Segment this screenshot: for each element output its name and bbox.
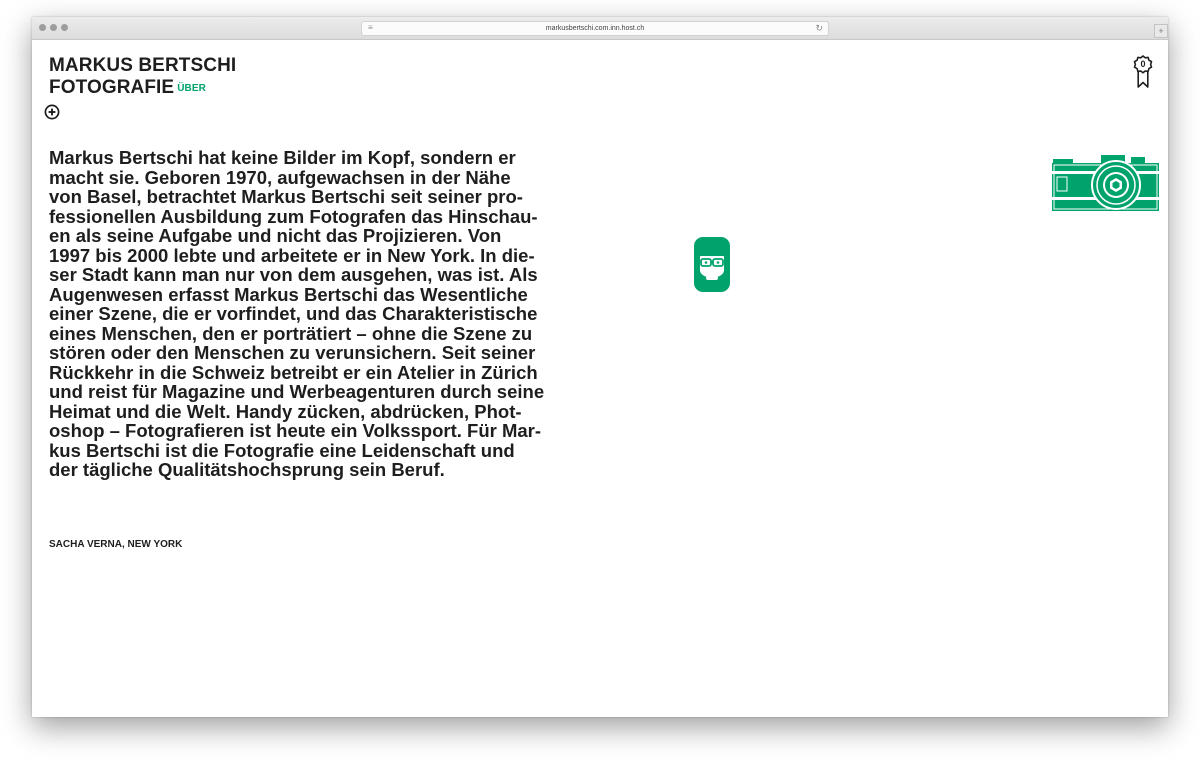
site-title-line1[interactable]: MARKUS BERTSCHI xyxy=(49,55,237,76)
award-ribbon-icon[interactable] xyxy=(1132,54,1154,90)
site-brand xyxy=(49,55,236,99)
close-window-button[interactable] xyxy=(39,24,46,31)
bio-line: Rückkehr in die Schweiz betreibt er ein Atelier in Zürich xyxy=(49,361,538,383)
bio-line: von Basel, betrachtet Markus Bertschi seit seiner pro- xyxy=(49,186,523,207)
page-content xyxy=(32,40,1168,717)
bio-line: der tägliche Qualitätshochsprung sein Beruf. xyxy=(49,459,445,480)
bio-line: fessionellen Ausbildung zum Fotografen das Hinschau- xyxy=(49,205,538,227)
bio-line: kus Bertschi ist die Fotografie eine Leidenschaft und xyxy=(49,439,515,461)
zoom-window-button[interactable] xyxy=(61,24,68,31)
minimize-window-button[interactable] xyxy=(50,24,57,31)
bio-line: Augenwesen erfasst Markus Bertschi das Wesentliche xyxy=(49,283,528,305)
bio-text xyxy=(49,148,649,480)
quote-author: SACHA VERNA, NEW YORK xyxy=(49,539,183,550)
award-count: 0 xyxy=(1140,59,1146,69)
bio-line: stören oder den Menschen zu verunsichern. Seit seiner xyxy=(49,342,536,363)
camera-illustration-icon xyxy=(1051,153,1161,213)
bio-line: oshop – Fotografieren ist heute ein Volkssport. Für Mar- xyxy=(49,420,542,441)
bio-line: und reist für Magazine und Werbeagenturen durch seine xyxy=(49,381,545,402)
browser-titlebar xyxy=(32,17,1168,40)
bio-line: Markus Bertschi hat keine Bilder im Kopf, sondern er xyxy=(49,147,516,168)
bio-line: ser Stadt kann man nur von dem ausgehen, was ist. Als xyxy=(49,264,538,285)
bio-line: einer Szene, die er vorfindet, und das Charakteristische xyxy=(49,303,538,324)
reload-icon[interactable]: ↻ xyxy=(815,23,823,33)
address-url: markusbertschi.com.inn.host.ch xyxy=(545,25,645,32)
bio-line: en als seine Aufgabe und nicht das Projizieren. Von xyxy=(49,225,502,246)
reader-view-icon[interactable]: ≡ xyxy=(368,23,373,32)
site-title-line2 xyxy=(49,77,236,99)
plus-circle-icon[interactable] xyxy=(44,104,60,120)
bio-line: macht sie. Geboren 1970, aufgewachsen in der Nähe xyxy=(49,166,511,188)
bio-line: Heimat und die Welt. Handy zücken, abdrücken, Phot- xyxy=(49,400,522,422)
bio-line: 1997 bis 2000 lebte und arbeitete er in New York. In die- xyxy=(49,244,535,266)
bio-line: eines Menschen, den er porträtiert – ohne die Szene zu xyxy=(49,322,533,344)
portrait-face-icon xyxy=(693,236,731,293)
new-tab-button[interactable]: + xyxy=(1154,24,1168,38)
nav-link-ueber[interactable]: ÜBER xyxy=(177,83,206,94)
site-title-fotografie[interactable]: FOTOGRAFIE xyxy=(49,77,175,98)
browser-window xyxy=(32,17,1168,717)
address-bar[interactable] xyxy=(361,21,829,36)
